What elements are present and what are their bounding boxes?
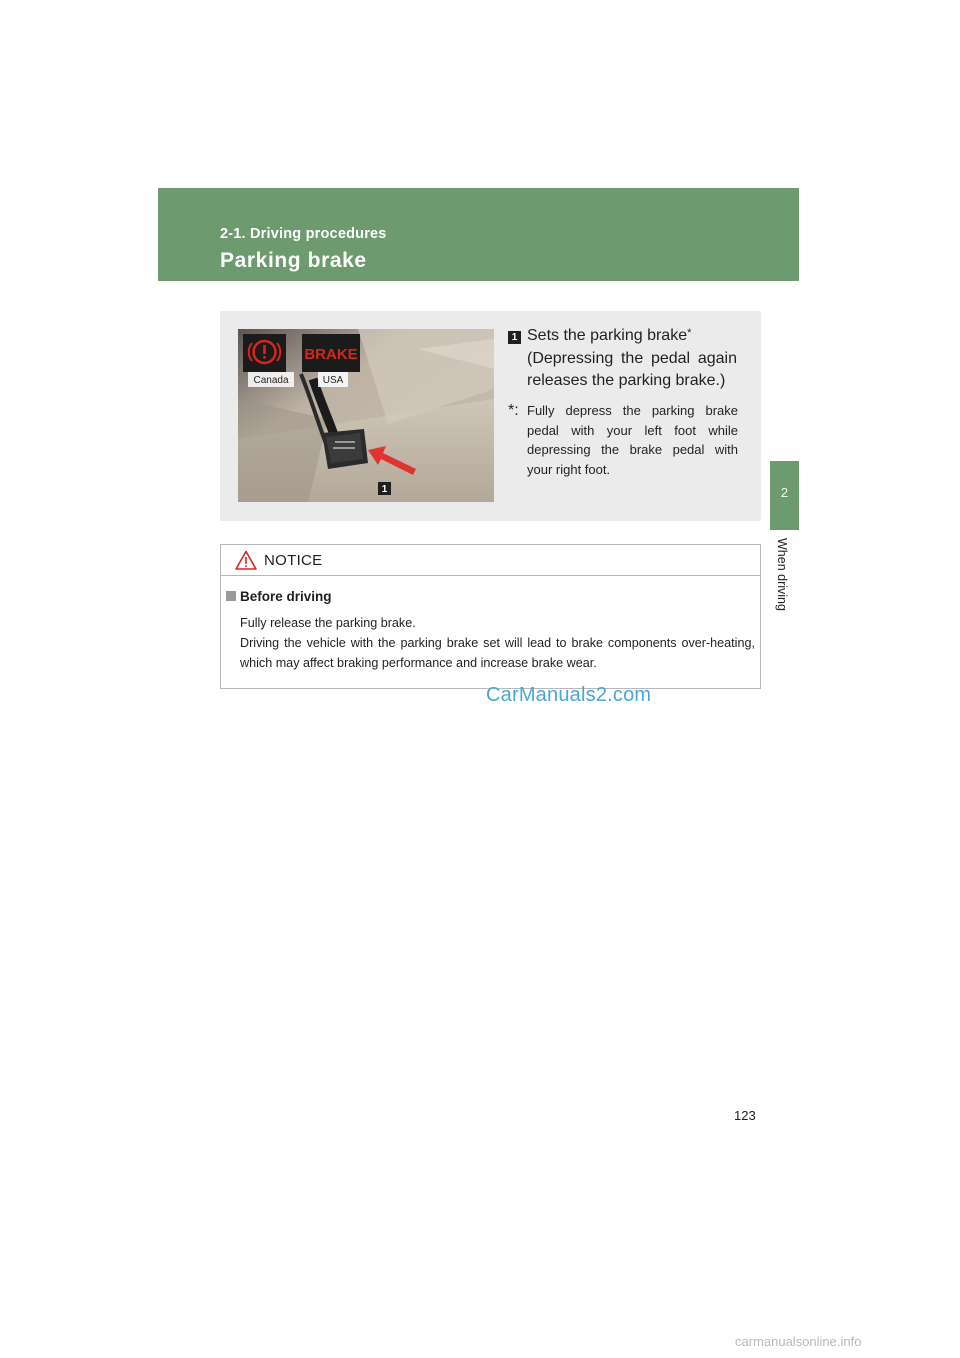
page-title: Parking brake (220, 249, 367, 272)
callout-number: 1 (381, 484, 388, 495)
footnote (508, 401, 738, 479)
asterisk: * (687, 327, 692, 339)
figure-panel (220, 311, 761, 521)
notice-box (220, 544, 761, 689)
square-bullet-icon (226, 591, 236, 601)
section-header (158, 188, 799, 281)
parking-brake-photo (238, 329, 494, 502)
brake-indicator-text: BRAKE (304, 346, 358, 363)
chapter-tab[interactable] (770, 461, 799, 530)
notice-header (221, 545, 760, 576)
chapter-label: When driving (775, 538, 789, 611)
canada-label: Canada (253, 375, 289, 386)
warning-triangle-icon (235, 550, 257, 570)
watermark[interactable]: CarManuals2.com (486, 684, 652, 706)
section-label: 2-1. Driving procedures (220, 226, 387, 242)
footnote-text: Fully depress the parking brake pedal with your left foot while depressing the brake pedal with your right foot. (527, 403, 738, 477)
notice-title: NOTICE (264, 552, 323, 569)
footnote-mark: *: (508, 402, 519, 419)
step-description: Sets the parking brake* (Depressing the pedal again releases the parking brake.) (527, 327, 737, 389)
bottom-watermark: carmanualsonline.info (735, 1334, 862, 1349)
step-marker: 1 (508, 331, 521, 344)
notice-body: Fully release the parking brake. Driving the vehicle with the parking brake set will lead to brake components over-heating, which may affect braking performance and increase brake wear. (240, 616, 755, 670)
brake-pedal-icon (322, 429, 368, 469)
usa-label: USA (322, 375, 344, 386)
notice-subtitle: Before driving (226, 589, 332, 604)
page-number: 123 (734, 1108, 756, 1123)
chapter-number: 2 (780, 485, 789, 500)
